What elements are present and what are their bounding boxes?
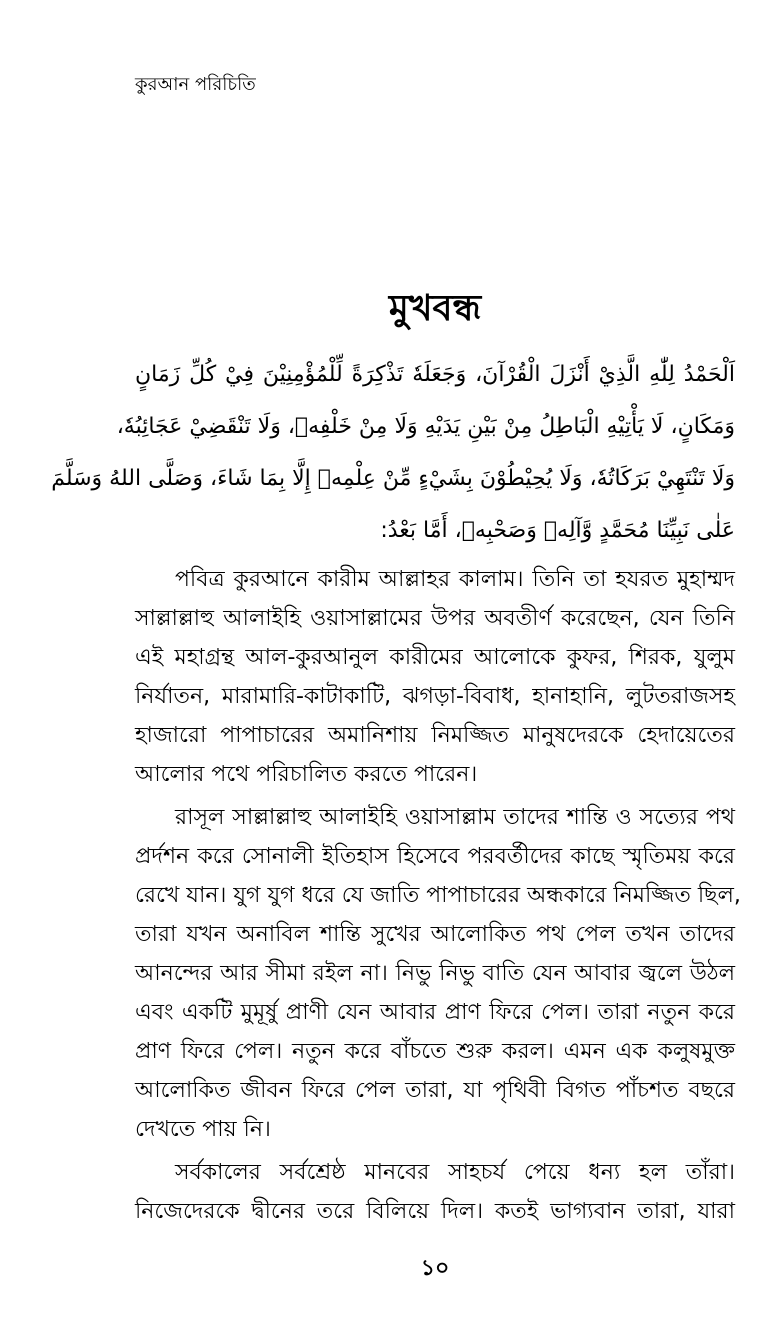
paragraph <box>135 560 735 794</box>
paragraph <box>135 798 741 1149</box>
text-line: রাসূল সাল্লাল্লাহু আলাইহি ওয়াসাল্লাম তাদের শান্তি ও সত্যের পথ <box>175 805 735 830</box>
text-line: হাজারো পাপাচারের অমানিশায় নিমজ্জিত মানুষদেরকে হেদায়েতের <box>135 723 735 748</box>
arabic-line: وَلَا تَنْتَهِيْ بَرَكَاتُهٗ، وَلَا يُحِيْطُوْنَ بِشَيْءٍ مِّنْ عِلْمِهٖ إِلَّا بِمَا شَاءَ، وَصَلَّى اللهُ وَسَلَّمَ <box>51 466 735 491</box>
arabic-line: وَمَكَانٍ، لَا يَأْتِيْهِ الْبَاطِلُ مِنْ بَيْنِ يَدَيْهِ وَلَا مِنْ خَلْفِهٖ، وَلَا تَنْقَضِيْ عَجَائِبُهٗ، <box>116 414 735 439</box>
paragraph <box>135 1153 735 1231</box>
running-header: কুরআন পরিচিতি <box>135 74 256 95</box>
chapter-title: মুখবন্ধ <box>388 288 482 329</box>
text-line: রেখে যান। যুগ যুগ ধরে যে জাতি পাপাচারের অন্ধকারে নিমজ্জিত ছিল, <box>135 883 741 908</box>
text-line: সাল্লাল্লাহু আলাইহি ওয়াসাল্লামের উপর অবতীর্ণ করেছেন, যেন তিনি <box>135 606 735 631</box>
text-line: দেখতে পায় নি। <box>135 1117 271 1142</box>
text-line: আনন্দের আর সীমা রইল না। নিভু নিভু বাতি যেন আবার জ্বলে উঠল <box>135 961 735 986</box>
text-line: আলোকিত জীবন ফিরে পেল তারা, যা পৃথিবী বিগত পাঁচশত বছরে <box>135 1078 735 1103</box>
arabic-line: عَلٰى نَبِيِّنَا مُحَمَّدٍ وَّآلِهٖ وَصَحْبِهٖ، أَمَّا بَعْدُ: <box>380 518 735 543</box>
text-line: এই মহাগ্রন্থ আল-কুরআনুল কারীমের আলোকে কুফর, শিরক, যুলুম <box>135 645 735 670</box>
text-line: সর্বকালের সর্বশ্রেষ্ঠ মানবের সাহচর্য পেয়ে ধন্য হল তাঁরা। <box>175 1160 735 1185</box>
arabic-line: اَلْحَمْدُ لِلّٰهِ الَّذِيْ أَنْزَلَ الْقُرْآنَ، وَجَعَلَهٗ تَذْكِرَةً لِّلْمُؤْمِنِيْنَ فِيْ كُلِّ زَمَانٍ <box>135 362 735 387</box>
text-line: পবিত্র কুরআনে কারীম আল্লাহর কালাম। তিনি তা হযরত মুহাম্মদ <box>175 567 735 592</box>
arabic-invocation <box>51 349 735 557</box>
text-line: নিজেদেরকে দ্বীনের তরে বিলিয়ে দিল। কতই ভাগ্যবান তারা, যারা <box>135 1199 735 1224</box>
text-line: প্রাণ ফিরে পেল। নতুন করে বাঁচতে শুরু করল। এমন এক কলুষমুক্ত <box>135 1039 735 1064</box>
page-number: ১০ <box>420 1256 450 1281</box>
text-line: নির্যাতন, মারামারি-কাটাকাটি, ঝগড়া-বিবাধ, হানাহানি, লুটতরাজসহ <box>135 684 735 709</box>
text-line: তারা যখন অনাবিল শান্তি সুখের আলোকিত পথ পেল তখন তাদের <box>135 922 735 947</box>
body-text <box>135 560 741 1235</box>
text-line: আলোর পথে পরিচালিত করতে পারেন। <box>135 762 478 787</box>
text-line: এবং একটি মুমূর্ষু প্রাণী যেন আবার প্রাণ ফিরে পেল। তারা নতুন করে <box>135 1000 735 1025</box>
text-line: প্রর্দশন করে সোনালী ইতিহাস হিসেবে পরবর্তীদের কাছে স্মৃতিময় করে <box>135 844 735 869</box>
